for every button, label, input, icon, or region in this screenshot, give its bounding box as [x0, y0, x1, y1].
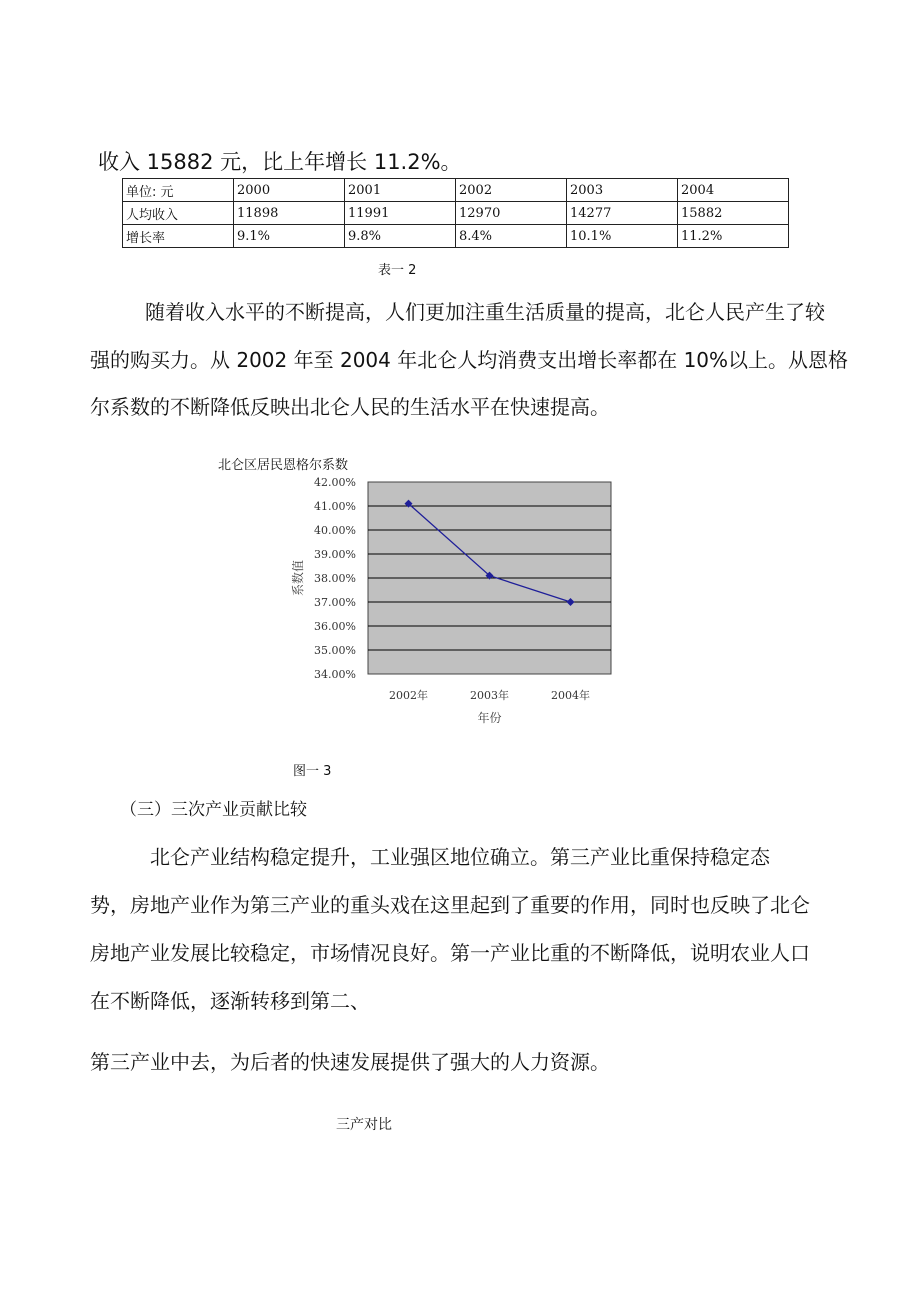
table-cell: 9.1% [234, 225, 345, 248]
table-cell: 2003 [567, 179, 678, 202]
table-cell: 11.2% [678, 225, 789, 248]
y-tick-label: 36.00% [314, 620, 356, 633]
table-cell: 11991 [345, 202, 456, 225]
table-cell: 2004 [678, 179, 789, 202]
y-tick-label: 34.00% [314, 668, 356, 681]
y-tick-label: 42.00% [314, 476, 356, 489]
x-tick-label: 2004年 [551, 689, 590, 702]
paragraph-line: 北仑产业结构稳定提升，工业强区地位确立。第三产业比重保持稳定态 [150, 845, 770, 869]
y-tick-label: 40.00% [314, 524, 356, 537]
x-axis-label: 年份 [477, 711, 502, 725]
paragraph-line: 尔系数的不断降低反映出北仑人民的生活水平在快速提高。 [90, 395, 610, 419]
chart-caption: 图一 3 [293, 764, 332, 779]
y-tick-label: 35.00% [314, 644, 356, 657]
table-cell: 14277 [567, 202, 678, 225]
paragraph-line: 房地产业发展比较稳定，市场情况良好。第一产业比重的不断降低，说明农业人口 [90, 941, 810, 965]
table-cell: 增长率 [123, 225, 234, 248]
chart-title: 北仑区居民恩格尔系数 [218, 458, 349, 473]
x-tick-label: 2003年 [470, 689, 509, 702]
y-tick-label: 37.00% [314, 596, 356, 609]
table-cell: 9.8% [345, 225, 456, 248]
paragraph-line: 在不断降低，逐渐转移到第二、 [90, 989, 370, 1013]
table-cell: 8.4% [456, 225, 567, 248]
table-cell: 单位: 元 [123, 179, 234, 202]
table-row [123, 202, 789, 225]
y-tick-label: 41.00% [314, 500, 356, 513]
y-tick-label: 39.00% [314, 548, 356, 561]
engel-chart [210, 452, 630, 742]
table-cell: 2000 [234, 179, 345, 202]
paragraph-line: 随着收入水平的不断提高，人们更加注重生活质量的提高，北仑人民产生了较 [145, 300, 825, 324]
paragraph-line: 第三产业中去，为后者的快速发展提供了强大的人力资源。 [90, 1050, 610, 1074]
paragraph-line: 势，房地产业作为第三产业的重头戏在这里起到了重要的作用，同时也反映了北仑 [90, 893, 810, 917]
table-cell: 2002 [456, 179, 567, 202]
table-cell: 11898 [234, 202, 345, 225]
y-tick-label: 38.00% [314, 572, 356, 585]
x-tick-label: 2002年 [389, 689, 428, 702]
y-axis-label: 系数值 [291, 559, 305, 597]
table-cell: 2001 [345, 179, 456, 202]
section-heading: （三）三次产业贡献比较 [120, 800, 307, 820]
table-caption: 表一 2 [378, 263, 417, 278]
table-row [123, 225, 789, 248]
table-cell: 15882 [678, 202, 789, 225]
table-cell: 人均收入 [123, 202, 234, 225]
table-header-row [123, 179, 789, 202]
intro-line: 收入 15882 元，比上年增长 11.2%。 [98, 150, 462, 174]
bottom-caption: 三产对比 [336, 1117, 392, 1133]
paragraph-line: 强的购买力。从 2002 年至 2004 年北仑人均消费支出增长率都在 10%以上。从恩格 [90, 348, 849, 372]
table-cell: 12970 [456, 202, 567, 225]
table-cell: 10.1% [567, 225, 678, 248]
income-table [122, 178, 789, 248]
